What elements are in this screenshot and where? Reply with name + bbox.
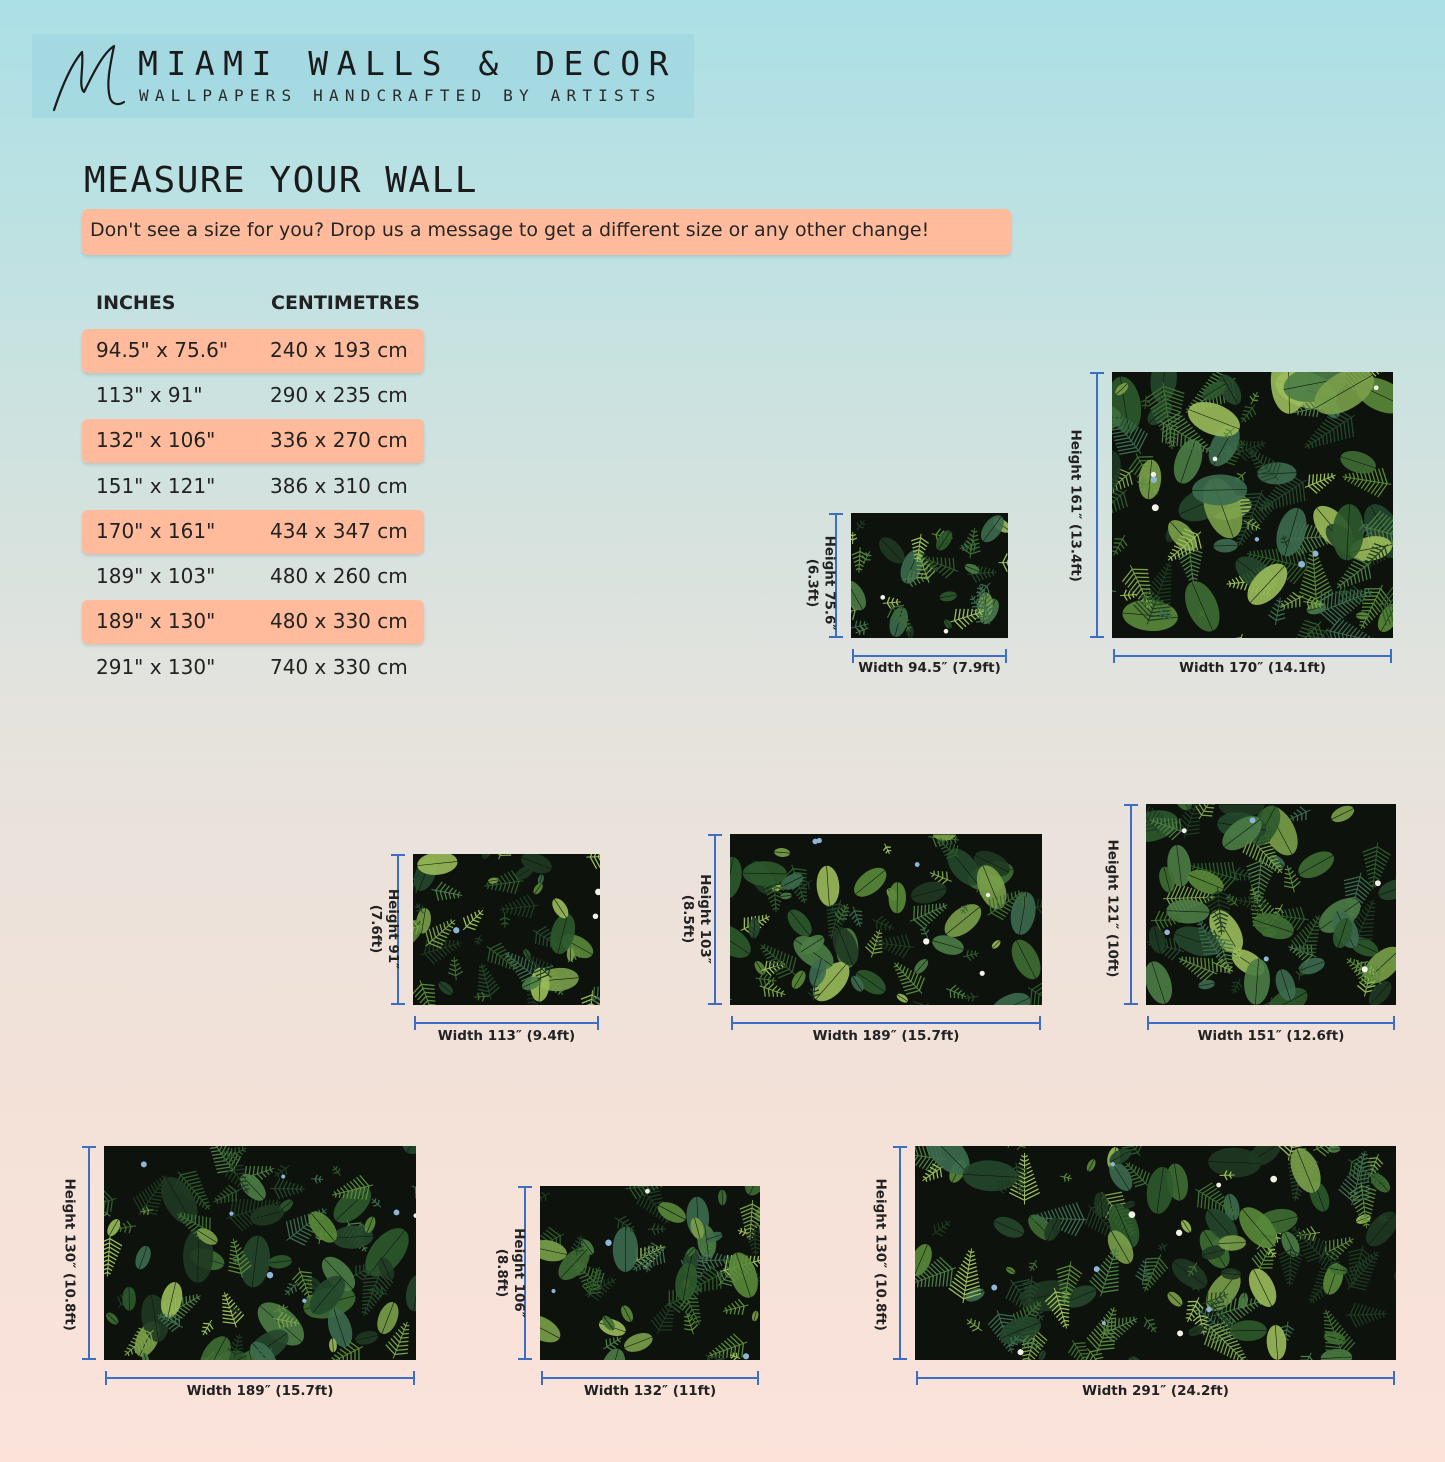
size-inches: 189" x 130" (96, 609, 216, 633)
height-label: Height 103″ (8.5ft) (680, 874, 713, 964)
width-label: Width 189″ (15.7ft) (812, 1028, 960, 1044)
wall-example (480, 1185, 762, 1407)
centimetres-header: CENTIMETRES (271, 292, 420, 314)
inches-header: INCHES (96, 292, 176, 314)
wall-example (56, 1145, 418, 1407)
page-title: MEASURE YOUR WALL (84, 160, 478, 201)
size-inches: 132" x 106" (96, 428, 216, 452)
size-inches: 170" x 161" (96, 519, 216, 543)
wall-example (866, 1145, 1400, 1407)
size-inches: 189" x 103" (96, 564, 216, 588)
dimension-lines (1068, 371, 1398, 683)
width-label: Width 113″ (9.4ft) (437, 1028, 576, 1044)
notice-text: Don't see a size for you? Drop us a message to get a different size or any other change! (90, 219, 930, 241)
size-cm: 740 x 330 cm (270, 655, 408, 679)
height-label: Height 121″ (10ft) (1104, 839, 1121, 978)
size-inches: 113" x 91" (96, 383, 203, 407)
wall-example (784, 512, 1010, 682)
size-row (82, 646, 424, 690)
size-inches: 94.5" x 75.6" (96, 338, 229, 362)
size-row (82, 465, 424, 509)
size-inches: 151" x 121" (96, 474, 216, 498)
size-inches: 291" x 130" (96, 655, 216, 679)
height-label: Height 91″ (7.6ft) (368, 888, 401, 970)
width-label: Width 170″ (14.1ft) (1179, 660, 1326, 676)
width-label: Width 132″ (11ft) (583, 1383, 717, 1399)
size-row (82, 419, 424, 463)
width-label: Width 291″ (24.2ft) (1082, 1383, 1229, 1399)
size-row (82, 329, 424, 373)
size-row (82, 600, 424, 644)
size-row (82, 374, 424, 418)
size-cm: 290 x 235 cm (270, 383, 408, 407)
wall-example (1068, 371, 1398, 683)
size-cm: 480 x 330 cm (270, 609, 408, 633)
wall-example (664, 833, 1044, 1049)
handwritten-m-logo-icon (48, 40, 128, 116)
width-label: Width 151″ (12.6ft) (1197, 1028, 1345, 1044)
dimension-lines (664, 833, 1044, 1049)
wall-example (1100, 803, 1398, 1049)
custom-size-notice (82, 209, 1011, 255)
size-cm: 240 x 193 cm (270, 338, 408, 362)
height-label: Height 75.6″ (6.3ft) (804, 535, 838, 631)
brand-name: MIAMI WALLS & DECOR (138, 44, 677, 83)
height-label: Height 161″ (13.4ft) (1067, 429, 1084, 582)
size-cm: 386 x 310 cm (270, 474, 408, 498)
dimension-lines (56, 1145, 418, 1407)
brand-tagline: WALLPAPERS HANDCRAFTED BY ARTISTS (139, 86, 662, 105)
size-cm: 336 x 270 cm (270, 428, 408, 452)
size-row (82, 510, 424, 554)
size-row (82, 555, 424, 599)
width-label: Width 94.5″ (7.9ft) (858, 660, 1001, 676)
dimension-lines (1100, 803, 1398, 1049)
size-cm: 480 x 260 cm (270, 564, 408, 588)
height-label: Height 106″ (8.8ft) (494, 1228, 527, 1318)
wall-example (352, 853, 602, 1049)
width-label: Width 189″ (15.7ft) (186, 1383, 334, 1399)
height-label: Height 130″ (10.8ft) (872, 1178, 889, 1331)
dimension-lines (866, 1145, 1400, 1407)
height-label: Height 130″ (10.8ft) (61, 1178, 78, 1331)
size-cm: 434 x 347 cm (270, 519, 408, 543)
brand-banner (32, 34, 694, 118)
